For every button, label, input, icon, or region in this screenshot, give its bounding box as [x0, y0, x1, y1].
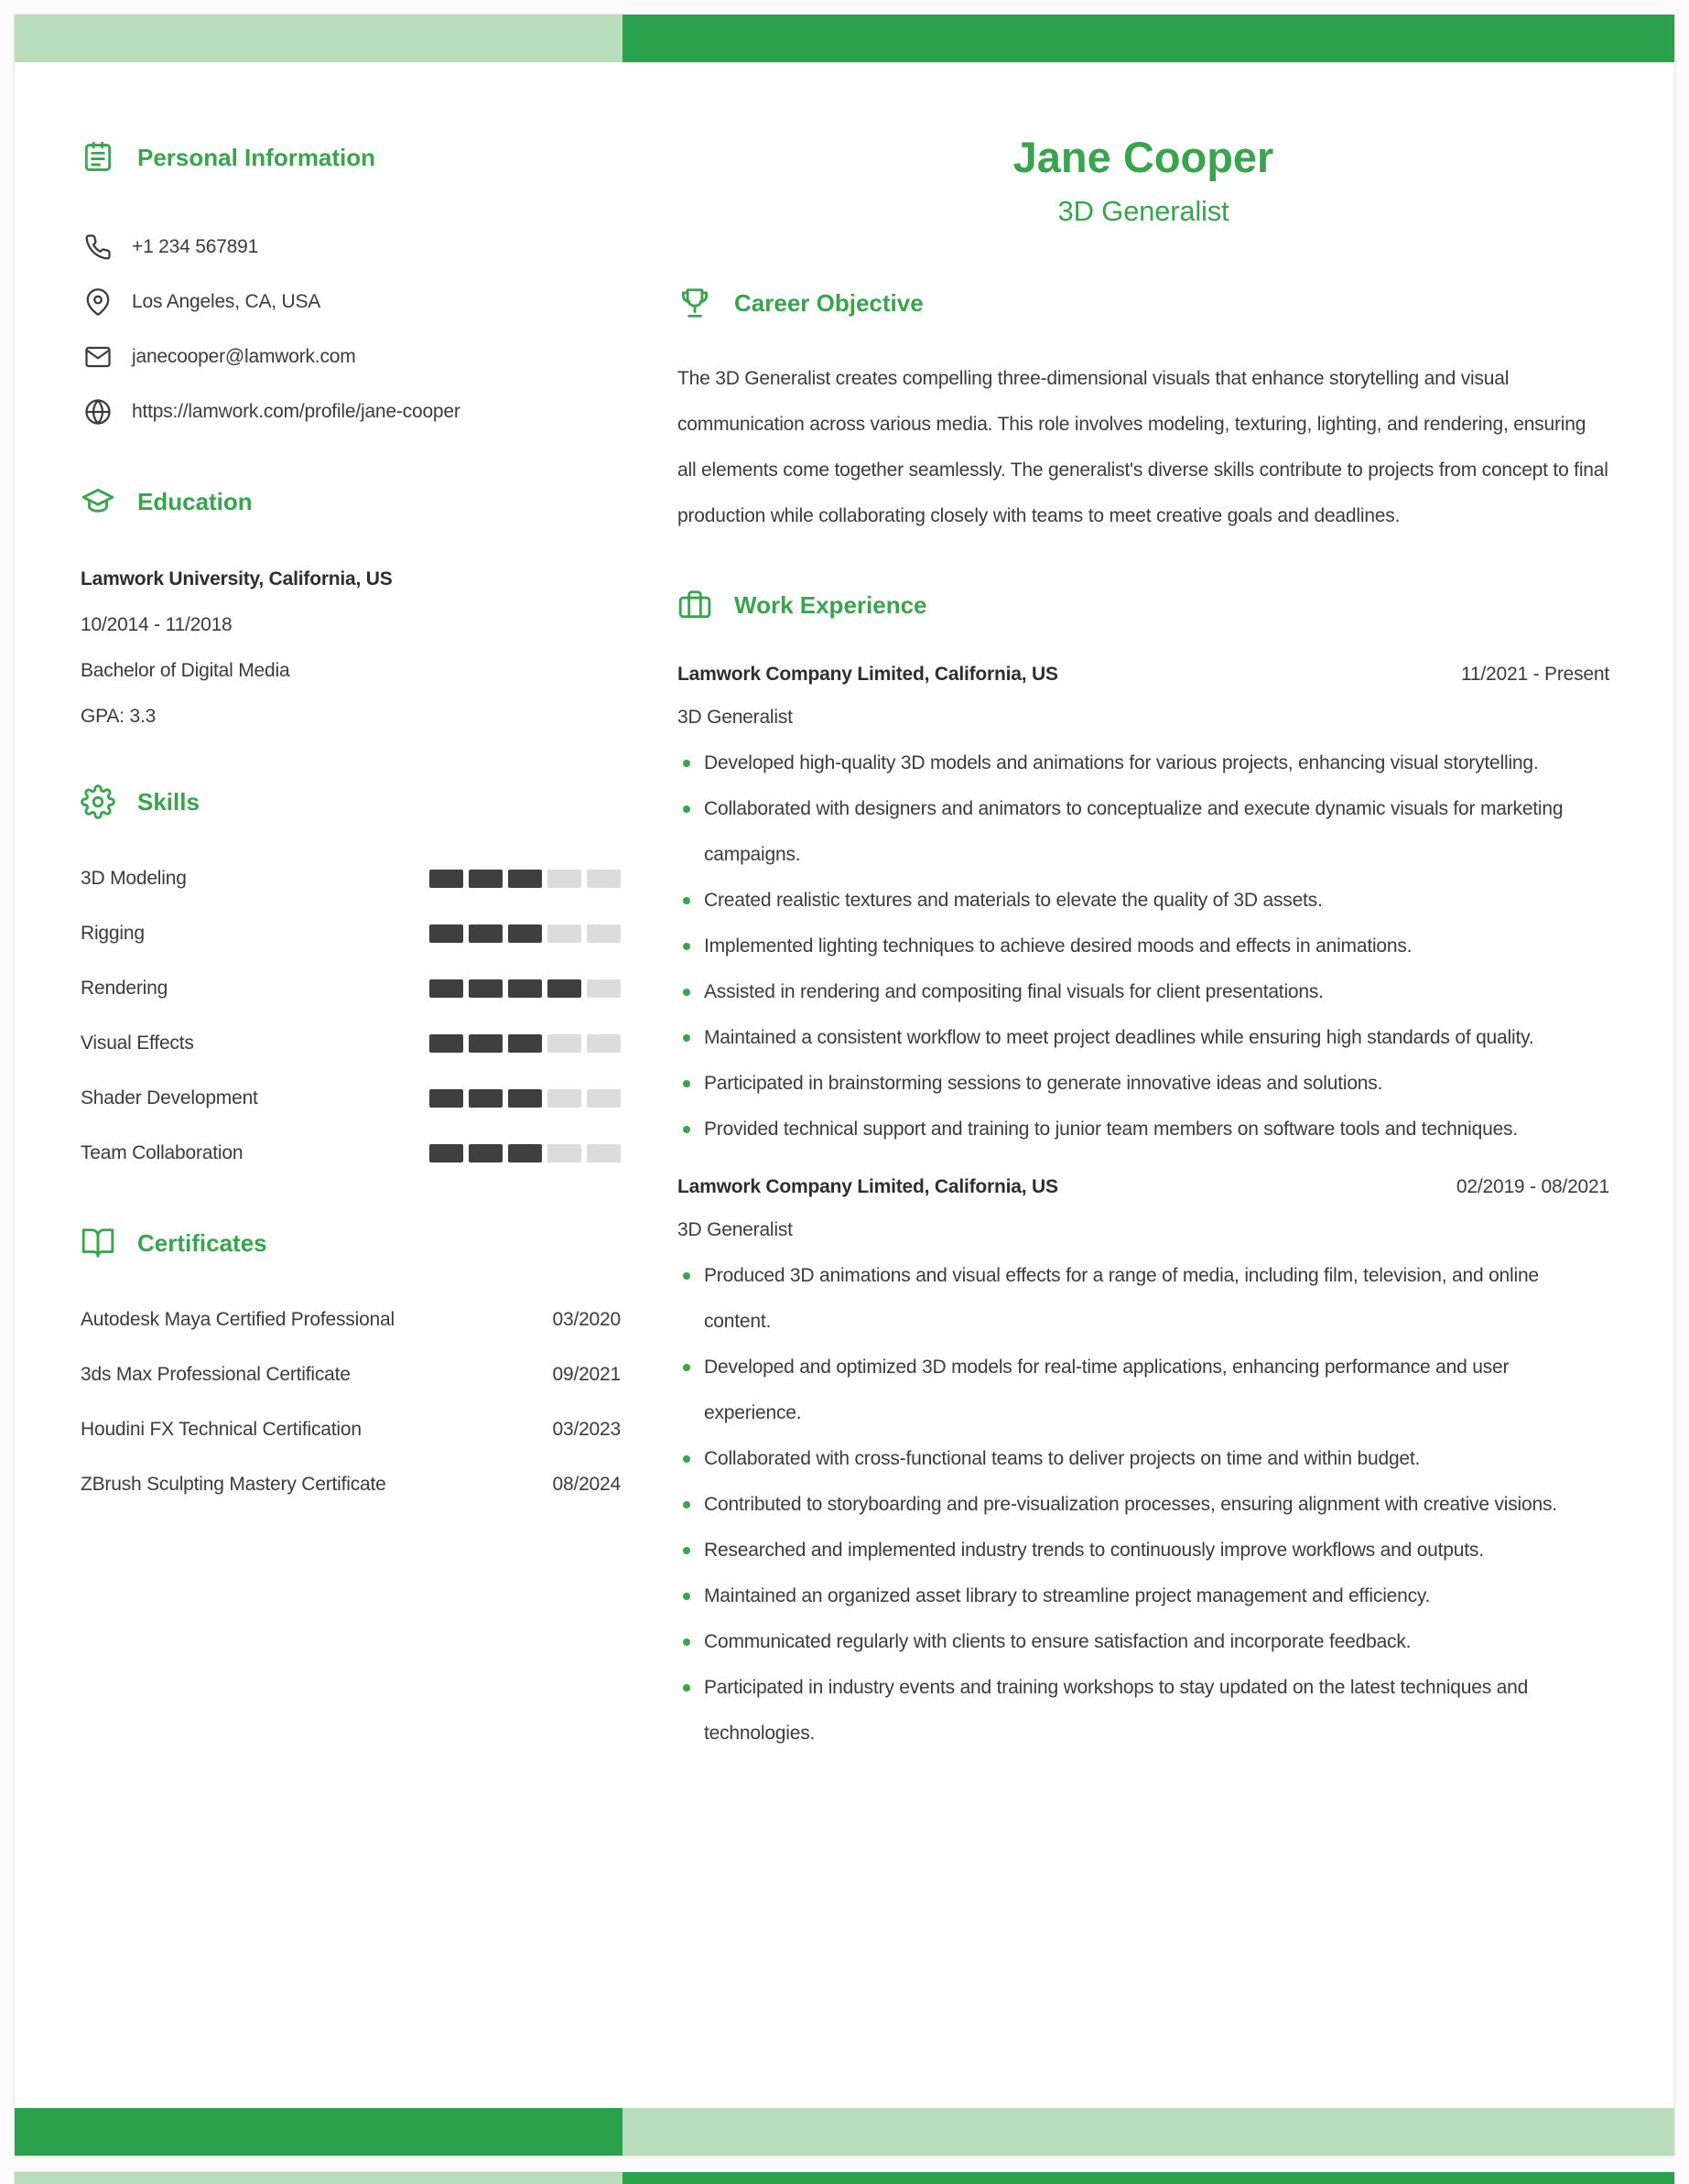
certificate-name: Houdini FX Technical Certification: [81, 1419, 362, 1440]
skill-level-bar: [429, 1089, 621, 1108]
next-page-bar-dark-segment: [623, 2172, 1674, 2184]
certificate-date: 08/2024: [552, 1474, 621, 1495]
job-bullet: Collaborated with designers and animators to conceptualize and execute dynamic visuals for marketing campaigns.: [677, 786, 1609, 878]
contact-phone: [81, 220, 621, 275]
contact-email: [81, 330, 621, 384]
certificate-name: ZBrush Sculpting Mastery Certificate: [81, 1474, 386, 1495]
person-name: Jane Cooper: [1012, 133, 1274, 181]
job-period: 02/2019 - 08/2021: [1456, 1176, 1609, 1197]
job-bullet: Contributed to storyboarding and pre-visualization processes, ensuring alignment with creative visions.: [677, 1482, 1609, 1528]
job-company: Lamwork Company Limited, California, US: [677, 664, 1058, 685]
skill-label: Visual Effects: [81, 1033, 194, 1054]
certificate-date: 03/2020: [552, 1309, 621, 1330]
phone-value: +1 234 567891: [132, 236, 259, 257]
education-period: 10/2014 - 11/2018: [81, 614, 233, 635]
certificates-heading: [81, 1225, 621, 1261]
career-objective-title: Career Objective: [734, 288, 924, 317]
job-bullet: Communicated regularly with clients to ensure satisfaction and incorporate feedback.: [677, 1619, 1609, 1665]
location-value: Los Angeles, CA, USA: [132, 291, 321, 312]
job-bullet: Developed and optimized 3D models for real-time applications, enhancing performance and user experience.: [677, 1345, 1609, 1436]
job-bullet: Created realistic textures and materials to elevate the quality of 3D assets.: [677, 878, 1609, 924]
phone-icon: [84, 233, 112, 261]
person-job-title: 3D Generalist: [1057, 195, 1229, 227]
contact-website: [81, 384, 621, 439]
job-bullet: Maintained an organized asset library to streamline project management and efficiency.: [677, 1573, 1609, 1619]
trophy-icon: [677, 286, 712, 320]
skill-row: [81, 1126, 621, 1181]
certificates-section: [81, 1225, 621, 1512]
job-bullet: Maintained a consistent workflow to meet project deadlines while ensuring high standards of quality.: [677, 1015, 1609, 1061]
next-page-accent-bar: [15, 2172, 1674, 2184]
bottom-bar-light-segment: [623, 2108, 1674, 2156]
gear-icon: [81, 784, 115, 819]
work-experience-section: [677, 587, 1609, 1757]
graduation-cap-icon: [81, 484, 115, 519]
website-value: https://lamwork.com/profile/jane-cooper: [132, 401, 460, 422]
work-experience-heading: [677, 587, 1609, 623]
id-card-icon: [81, 140, 115, 175]
left-column: [81, 62, 621, 1757]
personal-info-heading: [81, 139, 621, 176]
next-page-top-edge: [14, 2171, 1675, 2184]
certificate-row: [81, 1457, 621, 1512]
job-bullet: Researched and implemented industry trends to continuously improve workflows and outputs.: [677, 1528, 1609, 1573]
bottom-bar-dark-segment: [15, 2108, 623, 2156]
certificate-name: Autodesk Maya Certified Professional: [81, 1309, 395, 1330]
page-content: [15, 62, 1674, 1757]
skills-heading: [81, 784, 621, 820]
skill-level-bar: [429, 1144, 621, 1162]
job-bullet: Participated in brainstorming sessions to generate innovative ideas and solutions.: [677, 1061, 1609, 1107]
job-role: 3D Generalist: [677, 1219, 793, 1240]
location-pin-icon: [84, 288, 112, 316]
job-header-row: [677, 1176, 1609, 1198]
skill-label: Rendering: [81, 978, 168, 999]
personal-info-title: Personal Information: [137, 143, 376, 171]
email-value: janecooper@lamwork.com: [132, 346, 356, 367]
work-experience-title: Work Experience: [734, 590, 927, 619]
resume-page: [14, 14, 1675, 2157]
certificates-title: Certificates: [137, 1228, 267, 1257]
career-objective-section: [677, 285, 1609, 539]
job-period: 11/2021 - Present: [1461, 664, 1609, 685]
skill-row: [81, 961, 621, 1016]
job-bullet: Produced 3D animations and visual effects for a range of media, including film, television, and online content.: [677, 1253, 1609, 1345]
skills-section: [81, 784, 621, 1181]
job-bullet: Participated in industry events and training workshops to stay updated on the latest techniques and technologies.: [677, 1665, 1609, 1757]
skill-level-bar: [429, 870, 621, 888]
education-heading: [81, 483, 621, 520]
certificate-name: 3ds Max Professional Certificate: [81, 1364, 351, 1385]
globe-icon: [84, 398, 112, 426]
education-section: [81, 483, 621, 740]
job-header-row: [677, 664, 1609, 686]
next-page-bar-light-segment: [15, 2172, 623, 2184]
page-bottom-accent-bar: [15, 2108, 1674, 2156]
contact-location: [81, 275, 621, 330]
education-title: Education: [137, 487, 253, 515]
skill-list: [81, 851, 621, 1181]
job-bullet: Collaborated with cross-functional teams to deliver projects on time and within budget.: [677, 1436, 1609, 1482]
job-bullet: Provided technical support and training to junior team members on software tools and techniques.: [677, 1107, 1609, 1152]
job-entry: [677, 664, 1609, 1152]
job-role: 3D Generalist: [677, 707, 793, 728]
certificate-list: [81, 1292, 621, 1512]
education-gpa: GPA: 3.3: [81, 706, 157, 727]
job-bullet-list: [677, 1253, 1609, 1757]
certificate-row: [81, 1402, 621, 1457]
education-degree: Bachelor of Digital Media: [81, 660, 290, 681]
skill-row: [81, 1016, 621, 1071]
email-icon: [84, 343, 112, 371]
job-entry: [677, 1176, 1609, 1757]
briefcase-icon: [677, 588, 712, 622]
top-bar-dark-segment: [623, 15, 1674, 62]
certificate-date: 03/2023: [552, 1419, 621, 1440]
certificate-date: 09/2021: [552, 1364, 621, 1385]
skills-title: Skills: [137, 787, 200, 816]
top-bar-light-segment: [15, 15, 623, 62]
skill-label: Team Collaboration: [81, 1142, 244, 1163]
skill-level-bar: [429, 924, 621, 943]
job-company: Lamwork Company Limited, California, US: [677, 1176, 1058, 1197]
job-bullet-list: [677, 741, 1609, 1152]
contact-list: [81, 220, 621, 439]
certificate-row: [81, 1347, 621, 1402]
skill-level-bar: [429, 979, 621, 998]
page-top-accent-bar: [15, 15, 1674, 62]
personal-info-section: [81, 139, 621, 439]
open-book-icon: [81, 1226, 115, 1260]
skill-label: Shader Development: [81, 1087, 258, 1108]
certificate-row: [81, 1292, 621, 1347]
education-entry: [81, 557, 621, 740]
career-objective-heading: [677, 285, 1609, 321]
skill-label: 3D Modeling: [81, 868, 187, 889]
right-column: [677, 62, 1609, 1757]
education-school: Lamwork University, California, US: [81, 568, 393, 589]
skill-row: [81, 851, 621, 906]
skill-level-bar: [429, 1034, 621, 1053]
skill-row: [81, 906, 621, 961]
job-bullet: Implemented lighting techniques to achieve desired moods and effects in animations.: [677, 924, 1609, 969]
career-objective-text: The 3D Generalist creates compelling three-dimensional visuals that enhance storytelling and visual communication across various media. This role involves modeling, texturing, lighting, and rendering, ensuring all elements come together seamlessly. The generalist's diverse skills contribute to projects from concept to final production while collaborating closely with teams to meet creative goals and deadlines.: [677, 368, 1608, 526]
job-bullet: Developed high-quality 3D models and animations for various projects, enhancing visual storytelling.: [677, 741, 1609, 786]
skill-row: [81, 1071, 621, 1126]
skill-label: Rigging: [81, 923, 145, 944]
job-bullet: Assisted in rendering and compositing final visuals for client presentations.: [677, 969, 1609, 1015]
